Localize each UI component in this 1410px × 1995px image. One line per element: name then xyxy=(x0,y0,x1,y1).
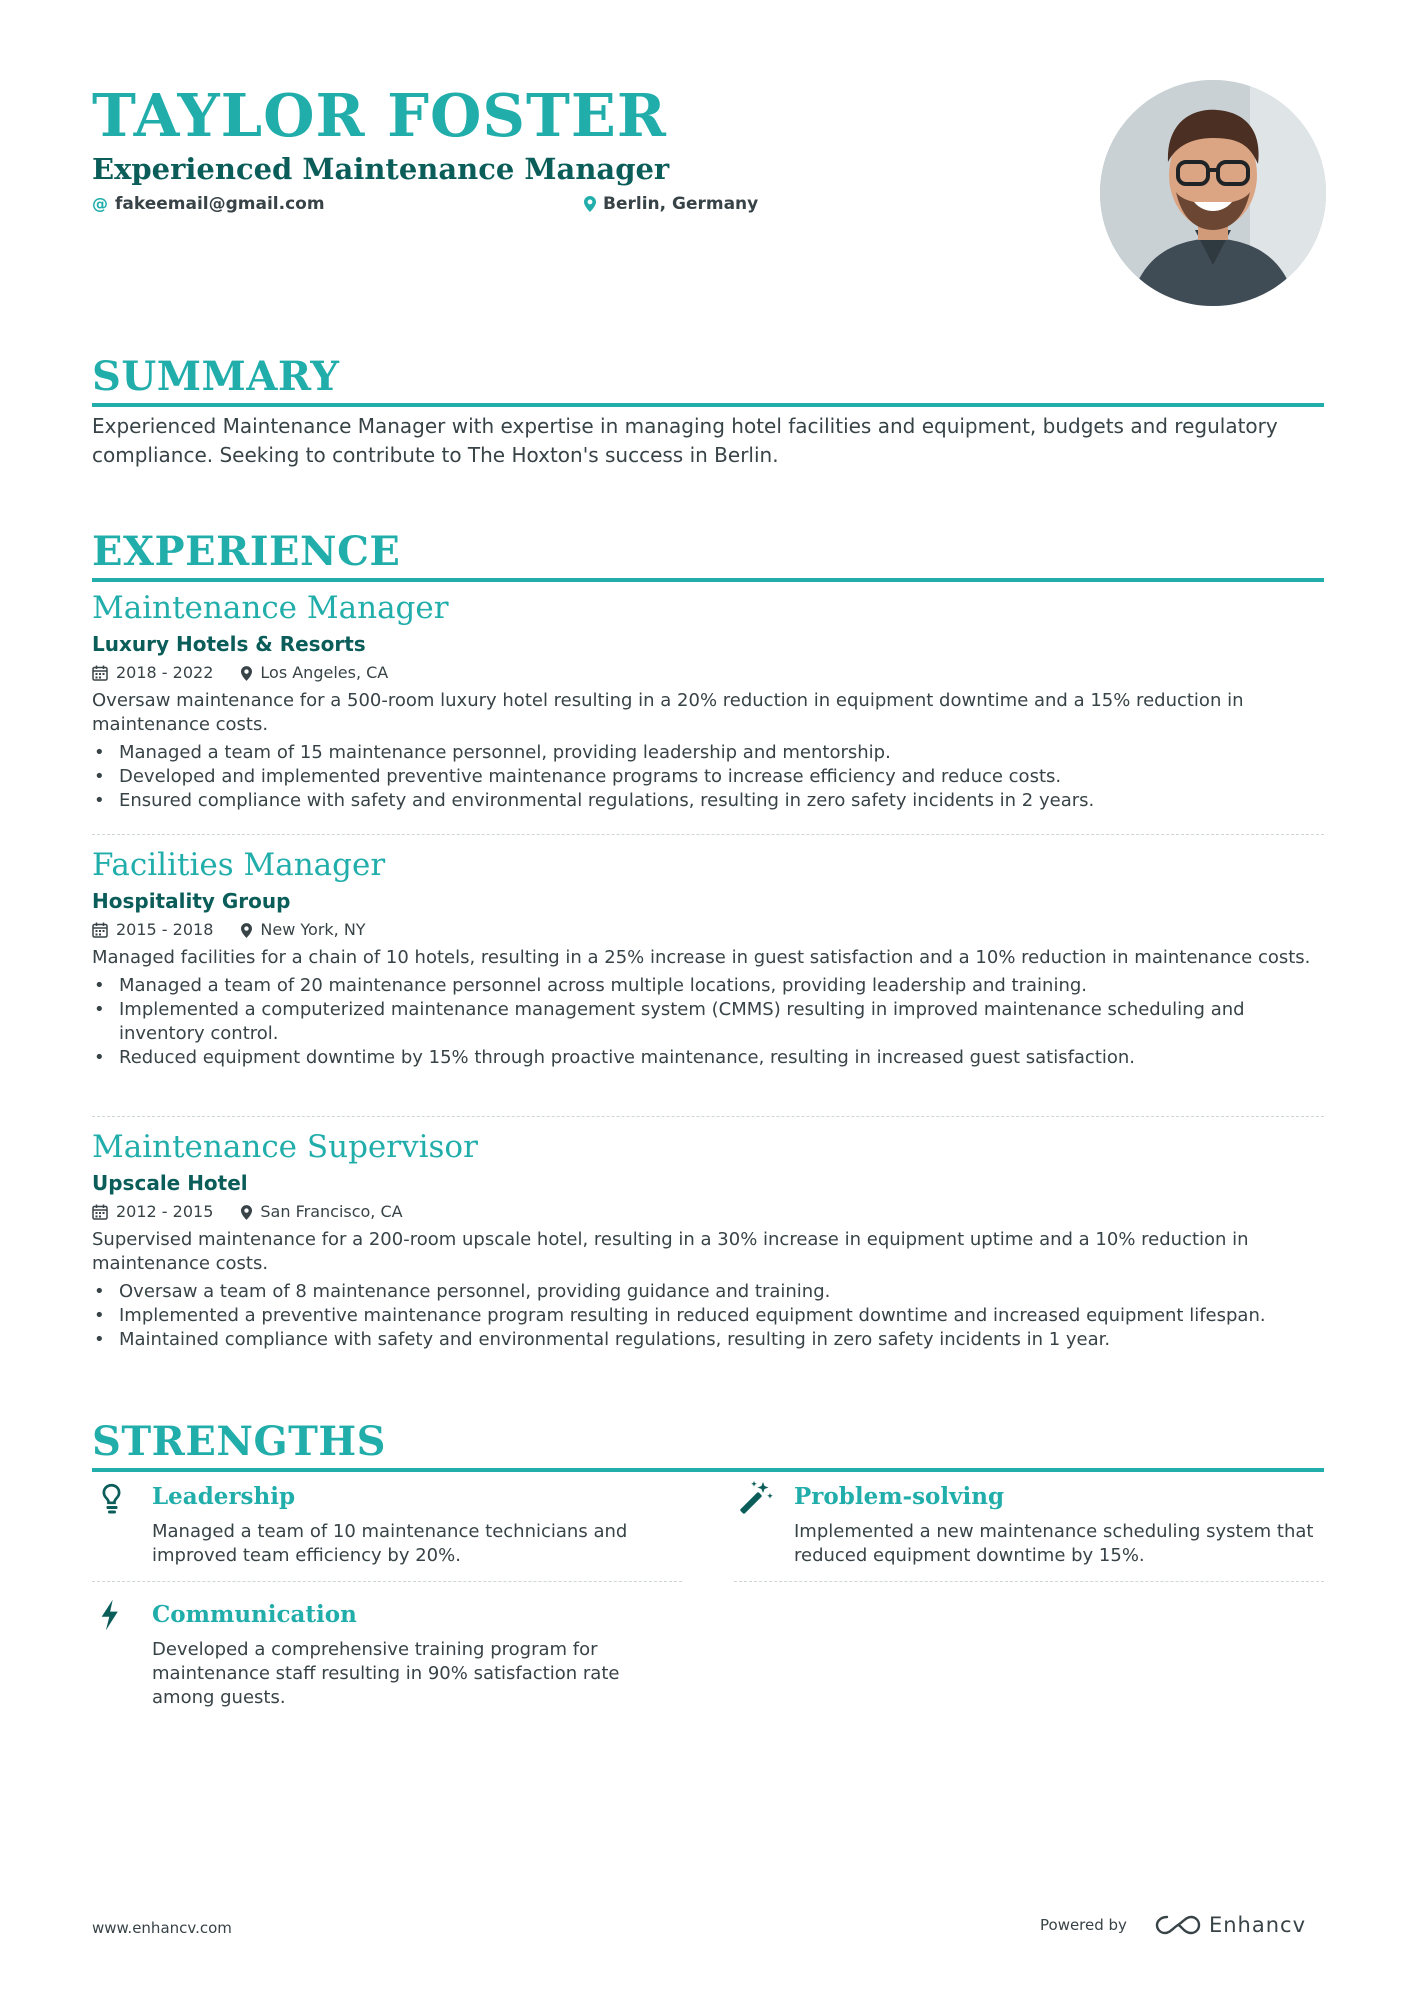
experience-section-header xyxy=(92,526,1324,582)
summary-heading: SUMMARY xyxy=(92,353,340,400)
job-location-text: Los Angeles, CA xyxy=(260,663,389,682)
experience-heading: EXPERIENCE xyxy=(92,528,401,575)
job-company: Hospitality Group xyxy=(92,889,291,913)
job-bullet: • Reduced equipment downtime by 15% through proactive maintenance, resulting in increased guest satisfaction. xyxy=(92,1046,1324,1070)
strengths-section-header xyxy=(92,1416,1324,1472)
contact-location xyxy=(584,192,758,216)
strength-description: Developed a comprehensive training program for maintenance staff resulting in 90% satisfaction rate among guests. xyxy=(152,1639,620,1708)
map-pin-icon xyxy=(241,1205,252,1220)
job-location xyxy=(241,918,365,942)
job-bullet: • Managed a team of 15 maintenance personnel, providing leadership and mentorship. xyxy=(92,741,1324,765)
job-dates-text: 2015 - 2018 xyxy=(116,920,214,939)
job-meta xyxy=(92,918,1324,942)
job-bullet: • Ensured compliance with safety and environmental regulations, resulting in zero safety incidents in 2 years. xyxy=(92,789,1324,813)
job-bullets xyxy=(92,974,1324,1070)
email-text: fakeemail@gmail.com xyxy=(115,194,325,214)
job-dates xyxy=(92,918,213,942)
job-dates xyxy=(92,1200,213,1224)
enhancv-brand-text: Enhancv xyxy=(1208,1913,1306,1937)
calendar-icon xyxy=(92,1204,108,1220)
avatar-illustration xyxy=(1100,80,1326,306)
job-meta xyxy=(92,1200,1324,1224)
candidate-title: Experienced Maintenance Manager xyxy=(92,152,670,186)
job-bullet: • Oversaw a team of 8 maintenance personnel, providing guidance and training. xyxy=(92,1280,1324,1304)
contact-email[interactable] xyxy=(92,192,325,216)
powered-by-text: Powered by xyxy=(1040,1916,1127,1934)
job-dates xyxy=(92,661,213,685)
summary-text: Experienced Maintenance Manager with expertise in managing hotel facilities and equipment, budgets and regulatory compliance. Seeking to contribute to The Hoxton's success in Berlin. xyxy=(92,414,1278,467)
job-location xyxy=(241,661,388,685)
job-bullet: • Managed a team of 20 maintenance personnel across multiple locations, providing leadership and training. xyxy=(92,974,1324,998)
experience-entry xyxy=(92,1127,1324,1352)
lightbulb-icon xyxy=(92,1480,132,1520)
job-location-text: New York, NY xyxy=(260,920,366,939)
job-description: Supervised maintenance for a 200-room upscale hotel, resulting in a 30% increase in equipment uptime and a 10% reduction in maintenance costs. xyxy=(92,1229,1249,1274)
job-bullet: • Implemented a preventive maintenance program resulting in reduced equipment downtime and increased equipment lifespan. xyxy=(92,1304,1324,1328)
strength-description: Implemented a new maintenance scheduling system that reduced equipment downtime by 15%. xyxy=(794,1521,1314,1566)
strengths-heading: STRENGTHS xyxy=(92,1418,387,1465)
strength-divider xyxy=(92,1581,682,1582)
job-bullets xyxy=(92,741,1324,813)
entry-divider xyxy=(92,1116,1324,1117)
strength-title: Communication xyxy=(152,1601,357,1628)
job-description: Oversaw maintenance for a 500-room luxury hotel resulting in a 20% reduction in equipment downtime and a 15% reduction in maintenance costs. xyxy=(92,690,1244,735)
footer-branding[interactable] xyxy=(1040,1913,1306,1937)
experience-entry xyxy=(92,588,1324,813)
map-pin-icon xyxy=(241,666,252,681)
calendar-icon xyxy=(92,922,108,938)
calendar-icon xyxy=(92,665,108,681)
job-description: Managed facilities for a chain of 10 hotels, resulting in a 25% increase in guest satisfaction and a 10% reduction in maintenance costs. xyxy=(92,947,1311,968)
strength-divider xyxy=(734,1581,1324,1582)
job-company: Luxury Hotels & Resorts xyxy=(92,632,366,656)
job-bullets xyxy=(92,1280,1324,1352)
strength-title: Leadership xyxy=(152,1483,296,1510)
map-pin-icon xyxy=(241,923,252,938)
summary-section-header xyxy=(92,351,1324,407)
job-meta xyxy=(92,661,1324,685)
job-role: Maintenance Supervisor xyxy=(92,1129,478,1165)
job-location xyxy=(241,1200,402,1224)
candidate-name: TAYLOR FOSTER xyxy=(92,81,667,150)
job-bullet: • Implemented a computerized maintenance management system (CMMS) resulting in improved maintenance scheduling and inventory control. xyxy=(92,998,1324,1046)
footer-website-link[interactable]: www.enhancv.com xyxy=(92,1919,232,1937)
map-pin-icon xyxy=(584,196,596,212)
job-company: Upscale Hotel xyxy=(92,1171,248,1195)
job-bullet: • Developed and implemented preventive maintenance programs to increase efficiency and reduce costs. xyxy=(92,765,1324,789)
strength-title: Problem-solving xyxy=(794,1483,1005,1510)
experience-entry xyxy=(92,845,1324,1070)
at-icon: @ xyxy=(92,194,108,213)
enhancv-logo-icon xyxy=(1155,1914,1201,1936)
job-role: Maintenance Manager xyxy=(92,590,449,626)
magic-wand-icon xyxy=(734,1480,774,1520)
profile-photo xyxy=(1100,80,1326,306)
job-role: Facilities Manager xyxy=(92,847,386,883)
job-bullet: • Maintained compliance with safety and environmental regulations, resulting in zero safety incidents in 1 year. xyxy=(92,1328,1324,1352)
location-text: Berlin, Germany xyxy=(603,194,759,214)
lightning-bolt-icon xyxy=(92,1598,132,1638)
job-dates-text: 2018 - 2022 xyxy=(116,663,214,682)
job-dates-text: 2012 - 2015 xyxy=(116,1202,214,1221)
job-location-text: San Francisco, CA xyxy=(260,1202,403,1221)
entry-divider xyxy=(92,834,1324,835)
strength-description: Managed a team of 10 maintenance technicians and improved team efficiency by 20%. xyxy=(152,1521,628,1566)
